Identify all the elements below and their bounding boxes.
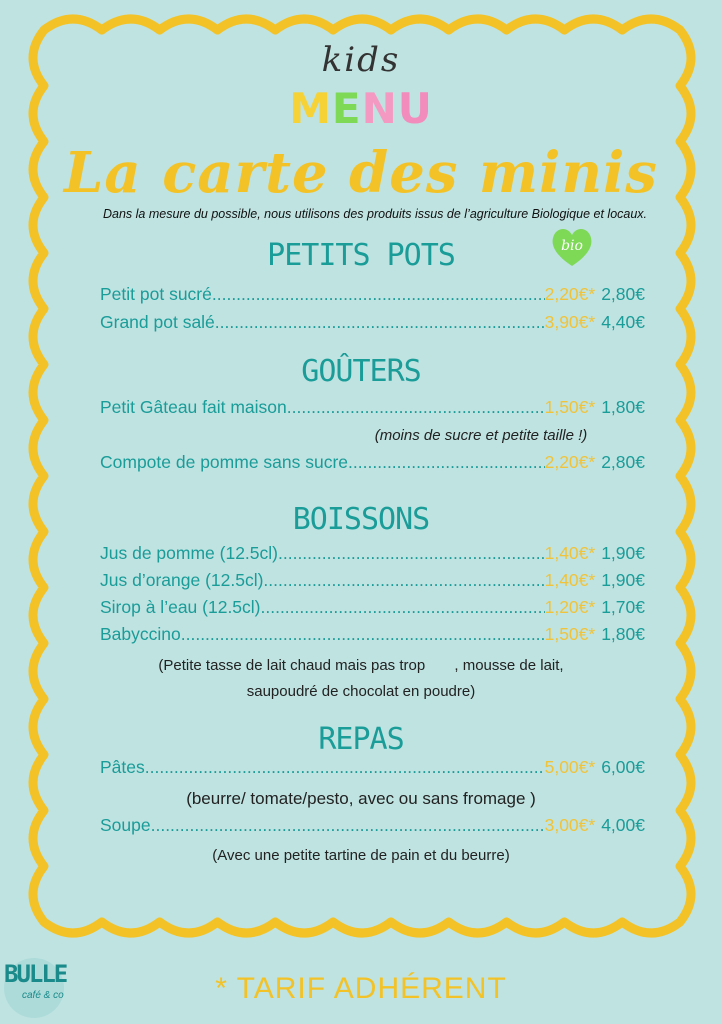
member-price: 1,40€* xyxy=(544,543,596,563)
dot-leader xyxy=(151,815,545,836)
subtitle: Dans la mesure du possible, nous utilisons des produits issus de l’agriculture Biologique et locaux. xyxy=(102,207,648,221)
member-price: 5,00€* xyxy=(544,757,596,777)
item-price: 2,80€ xyxy=(601,284,645,304)
page-title: La carte des minis xyxy=(64,140,658,206)
menu-word xyxy=(0,84,722,133)
menu-row xyxy=(100,757,645,783)
repas-note-soupe: (Avec une petite tartine de pain et du beurre) xyxy=(212,847,510,864)
menu-row xyxy=(100,624,645,650)
section-title-gouters: GOÛTERS xyxy=(301,354,421,389)
menu-row xyxy=(100,543,645,569)
item-price: 1,80€ xyxy=(601,397,645,417)
menu-letter: E xyxy=(331,84,362,133)
member-price: 1,20€* xyxy=(544,597,596,617)
item-price: 2,80€ xyxy=(601,452,645,472)
menu-row xyxy=(100,597,645,623)
item-name: Petit pot sucré xyxy=(100,284,212,304)
section-title-boissons: BOISSONS xyxy=(292,502,430,537)
item-name: Petit Gâteau fait maison xyxy=(100,397,287,417)
menu-row xyxy=(100,284,645,310)
menu-letter: M xyxy=(289,84,332,133)
logo-sub: café & co xyxy=(22,990,64,1001)
item-price: 4,40€ xyxy=(601,312,645,332)
item-price: 4,00€ xyxy=(601,815,645,835)
item-price: 1,70€ xyxy=(601,597,645,617)
dot-leader xyxy=(181,624,545,645)
member-price: 1,50€* xyxy=(544,397,596,417)
babyccino-note-line1: (Petite tasse de lait chaud mais pas trop , mousse de lait, xyxy=(158,657,564,674)
section-title-petits-pots: PETITS POTS xyxy=(267,238,455,273)
member-price: 1,40€* xyxy=(544,570,596,590)
member-price: 3,90€* xyxy=(544,312,596,332)
menu-row xyxy=(100,397,645,423)
dot-leader xyxy=(287,397,545,418)
item-price: 6,00€ xyxy=(601,757,645,777)
item-name: Babyccino xyxy=(100,624,181,644)
menu-row xyxy=(100,570,645,596)
member-price: 3,00€* xyxy=(544,815,596,835)
kids-label: kids xyxy=(321,40,401,80)
dot-leader xyxy=(261,597,545,618)
bio-label: bio xyxy=(561,238,583,254)
babyccino-note-line2: saupoudré de chocolat en poudre) xyxy=(246,683,476,700)
dot-leader xyxy=(348,452,545,473)
item-name: Pâtes xyxy=(100,757,145,777)
item-name: Grand pot salé xyxy=(100,312,215,332)
dot-leader xyxy=(212,284,545,305)
member-price: 1,50€* xyxy=(544,624,596,644)
item-price: 1,90€ xyxy=(601,570,645,590)
gouters-note: (moins de sucre et petite taille !) xyxy=(374,427,588,444)
item-name: Jus de pomme (12.5cl) xyxy=(100,543,278,563)
menu-letter: U xyxy=(397,84,433,133)
menu-row xyxy=(100,312,645,338)
item-name: Sirop à l’eau (12.5cl) xyxy=(100,597,261,617)
logo-name: BULLE xyxy=(4,960,67,988)
dot-leader xyxy=(263,570,544,591)
section-title-repas: REPAS xyxy=(318,722,404,757)
dot-leader xyxy=(145,757,545,778)
menu-row xyxy=(100,452,645,478)
repas-note-pates: (beurre/ tomate/pesto, avec ou sans fromage ) xyxy=(186,789,536,808)
dot-leader xyxy=(215,312,545,333)
item-price: 1,80€ xyxy=(601,624,645,644)
menu-letter: N xyxy=(361,84,398,133)
menu-row xyxy=(100,815,645,841)
member-rate-footer: * TARIF ADHÉRENT xyxy=(215,972,507,1005)
item-name: Soupe xyxy=(100,815,151,835)
item-name: Compote de pomme sans sucre xyxy=(100,452,349,472)
dot-leader xyxy=(278,543,545,564)
member-price: 2,20€* xyxy=(544,452,596,472)
member-price: 2,20€* xyxy=(544,284,596,304)
item-name: Jus d’orange (12.5cl) xyxy=(100,570,264,590)
item-price: 1,90€ xyxy=(601,543,645,563)
